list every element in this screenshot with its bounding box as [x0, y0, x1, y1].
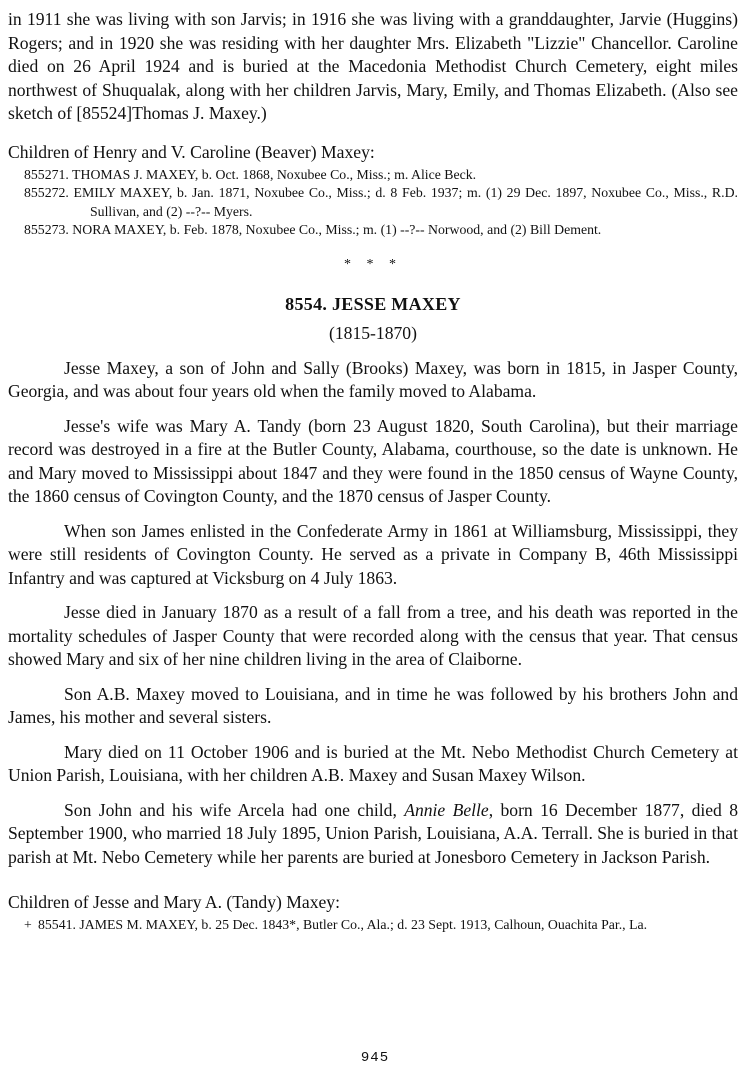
- continued-paragraph: in 1911 she was living with son Jarvis; in 1916 she was living with a granddaughter, Jarvie (Huggins) Rogers; and in 1920 she was residing with her daughter Mrs. Elizabeth "Lizzie" Chancellor. Caroline died on 26 April 1924 and is buried at the Macedonia Methodist Church Cemetery, eight miles northwest of Shuqualak, along with her children Jarvis, Mary, Emily, and Thomas Elizabeth. (Also see sketch of [85524]Thomas J. Maxey.): [8, 9, 738, 123]
- child-text: THOMAS J. MAXEY, b. Oct. 1868, Noxubee Co., Miss.; m. Alice Beck.: [72, 166, 477, 182]
- child-text: EMILY MAXEY, b. Jan. 1871, Noxubee Co., Miss.; d. 8 Feb. 1937; m. (1) 29 Dec. 1897, Noxubee Co., Miss., R.D. Sullivan, and (2) --?-- Myers.: [73, 185, 738, 219]
- body-paragraph: Mary died on 11 October 1906 and is buried at the Mt. Nebo Methodist Church Cemetery at Union Parish, Louisiana, with her children A.B. Maxey and Susan Maxey Wilson.: [8, 741, 738, 785]
- children-heading-jesse: Children of Jesse and Mary A. (Tandy) Maxey:: [8, 892, 340, 912]
- child-entry: [8, 166, 738, 185]
- body-paragraph: [8, 799, 738, 870]
- child-entry: [8, 221, 738, 240]
- child-entry: [8, 916, 738, 935]
- body-paragraph: When son James enlisted in the Confederate Army in 1861 at Williamsburg, Mississippi, they were still residents of Covington County. He served as a private in Company B, 46th Mississippi Infantry and was captured at Vicksburg on 4 July 1863.: [8, 520, 738, 588]
- child-number: 855272.: [24, 185, 69, 200]
- child-number: 855273.: [24, 222, 69, 237]
- page-number: 945: [360, 1050, 390, 1066]
- body-paragraph: Jesse Maxey, a son of John and Sally (Brooks) Maxey, was born in 1815, in Jasper County, Georgia, and was about four years old when the family moved to Alabama.: [8, 357, 738, 401]
- child-number: 855271.: [24, 166, 69, 182]
- document-page: [8, 8, 738, 935]
- body-paragraph: Jesse's wife was Mary A. Tandy (born 23 August 1820, South Carolina), but their marriage record was destroyed in a fire at the Butler County, Alabama, courthouse, so the date is unknown. He and Mary moved to Mississippi about 1847 and they were found in the 1850 census of Wayne County, the 1860 census of Covington County, and the 1870 census of Jasper County.: [8, 415, 738, 506]
- line-continues-marker: +: [24, 917, 32, 932]
- body-paragraph: Jesse died in January 1870 as a result of a fall from a tree, and his death was reported in the mortality schedules of Jasper County that were recorded along with the census that year. That census showed Mary and six of her nine children living in the area of Claiborne.: [8, 602, 738, 669]
- section-title: 8554. JESSE MAXEY: [285, 293, 461, 314]
- body-paragraph: Son A.B. Maxey moved to Louisiana, and in time he was followed by his brothers John and James, his mother and several sisters.: [8, 683, 738, 727]
- children-list-henry: [8, 166, 738, 240]
- section-dates: (1815-1870): [329, 322, 417, 343]
- children-heading-henry: Children of Henry and V. Caroline (Beaver) Maxey:: [8, 141, 375, 162]
- children-list-jesse: [8, 916, 738, 935]
- child-text: NORA MAXEY, b. Feb. 1878, Noxubee Co., Miss.; m. (1) --?-- Norwood, and (2) Bill Dement.: [72, 222, 602, 237]
- section-separator: * * *: [344, 256, 402, 272]
- paragraph-text: Son John and his wife Arcela had one child,: [64, 799, 405, 820]
- child-name-italic: Annie Belle: [404, 799, 489, 820]
- child-text: JAMES M. MAXEY, b. 25 Dec. 1843*, Butler Co., Ala.; d. 23 Sept. 1913, Calhoun, Ouachita Par., La.: [79, 917, 648, 932]
- child-number: 85541.: [38, 917, 76, 932]
- paragraph-text: , born 16 December 1877, died 8 September 1900, who married 18 July 1895, Union Parish, Louisiana, A.A. Terrall. She is buried in that parish at Mt. Nebo Cemetery while her parents are buried at Jonesboro Cemetery in Jackson Parish.: [8, 799, 738, 867]
- child-entry: [8, 184, 738, 221]
